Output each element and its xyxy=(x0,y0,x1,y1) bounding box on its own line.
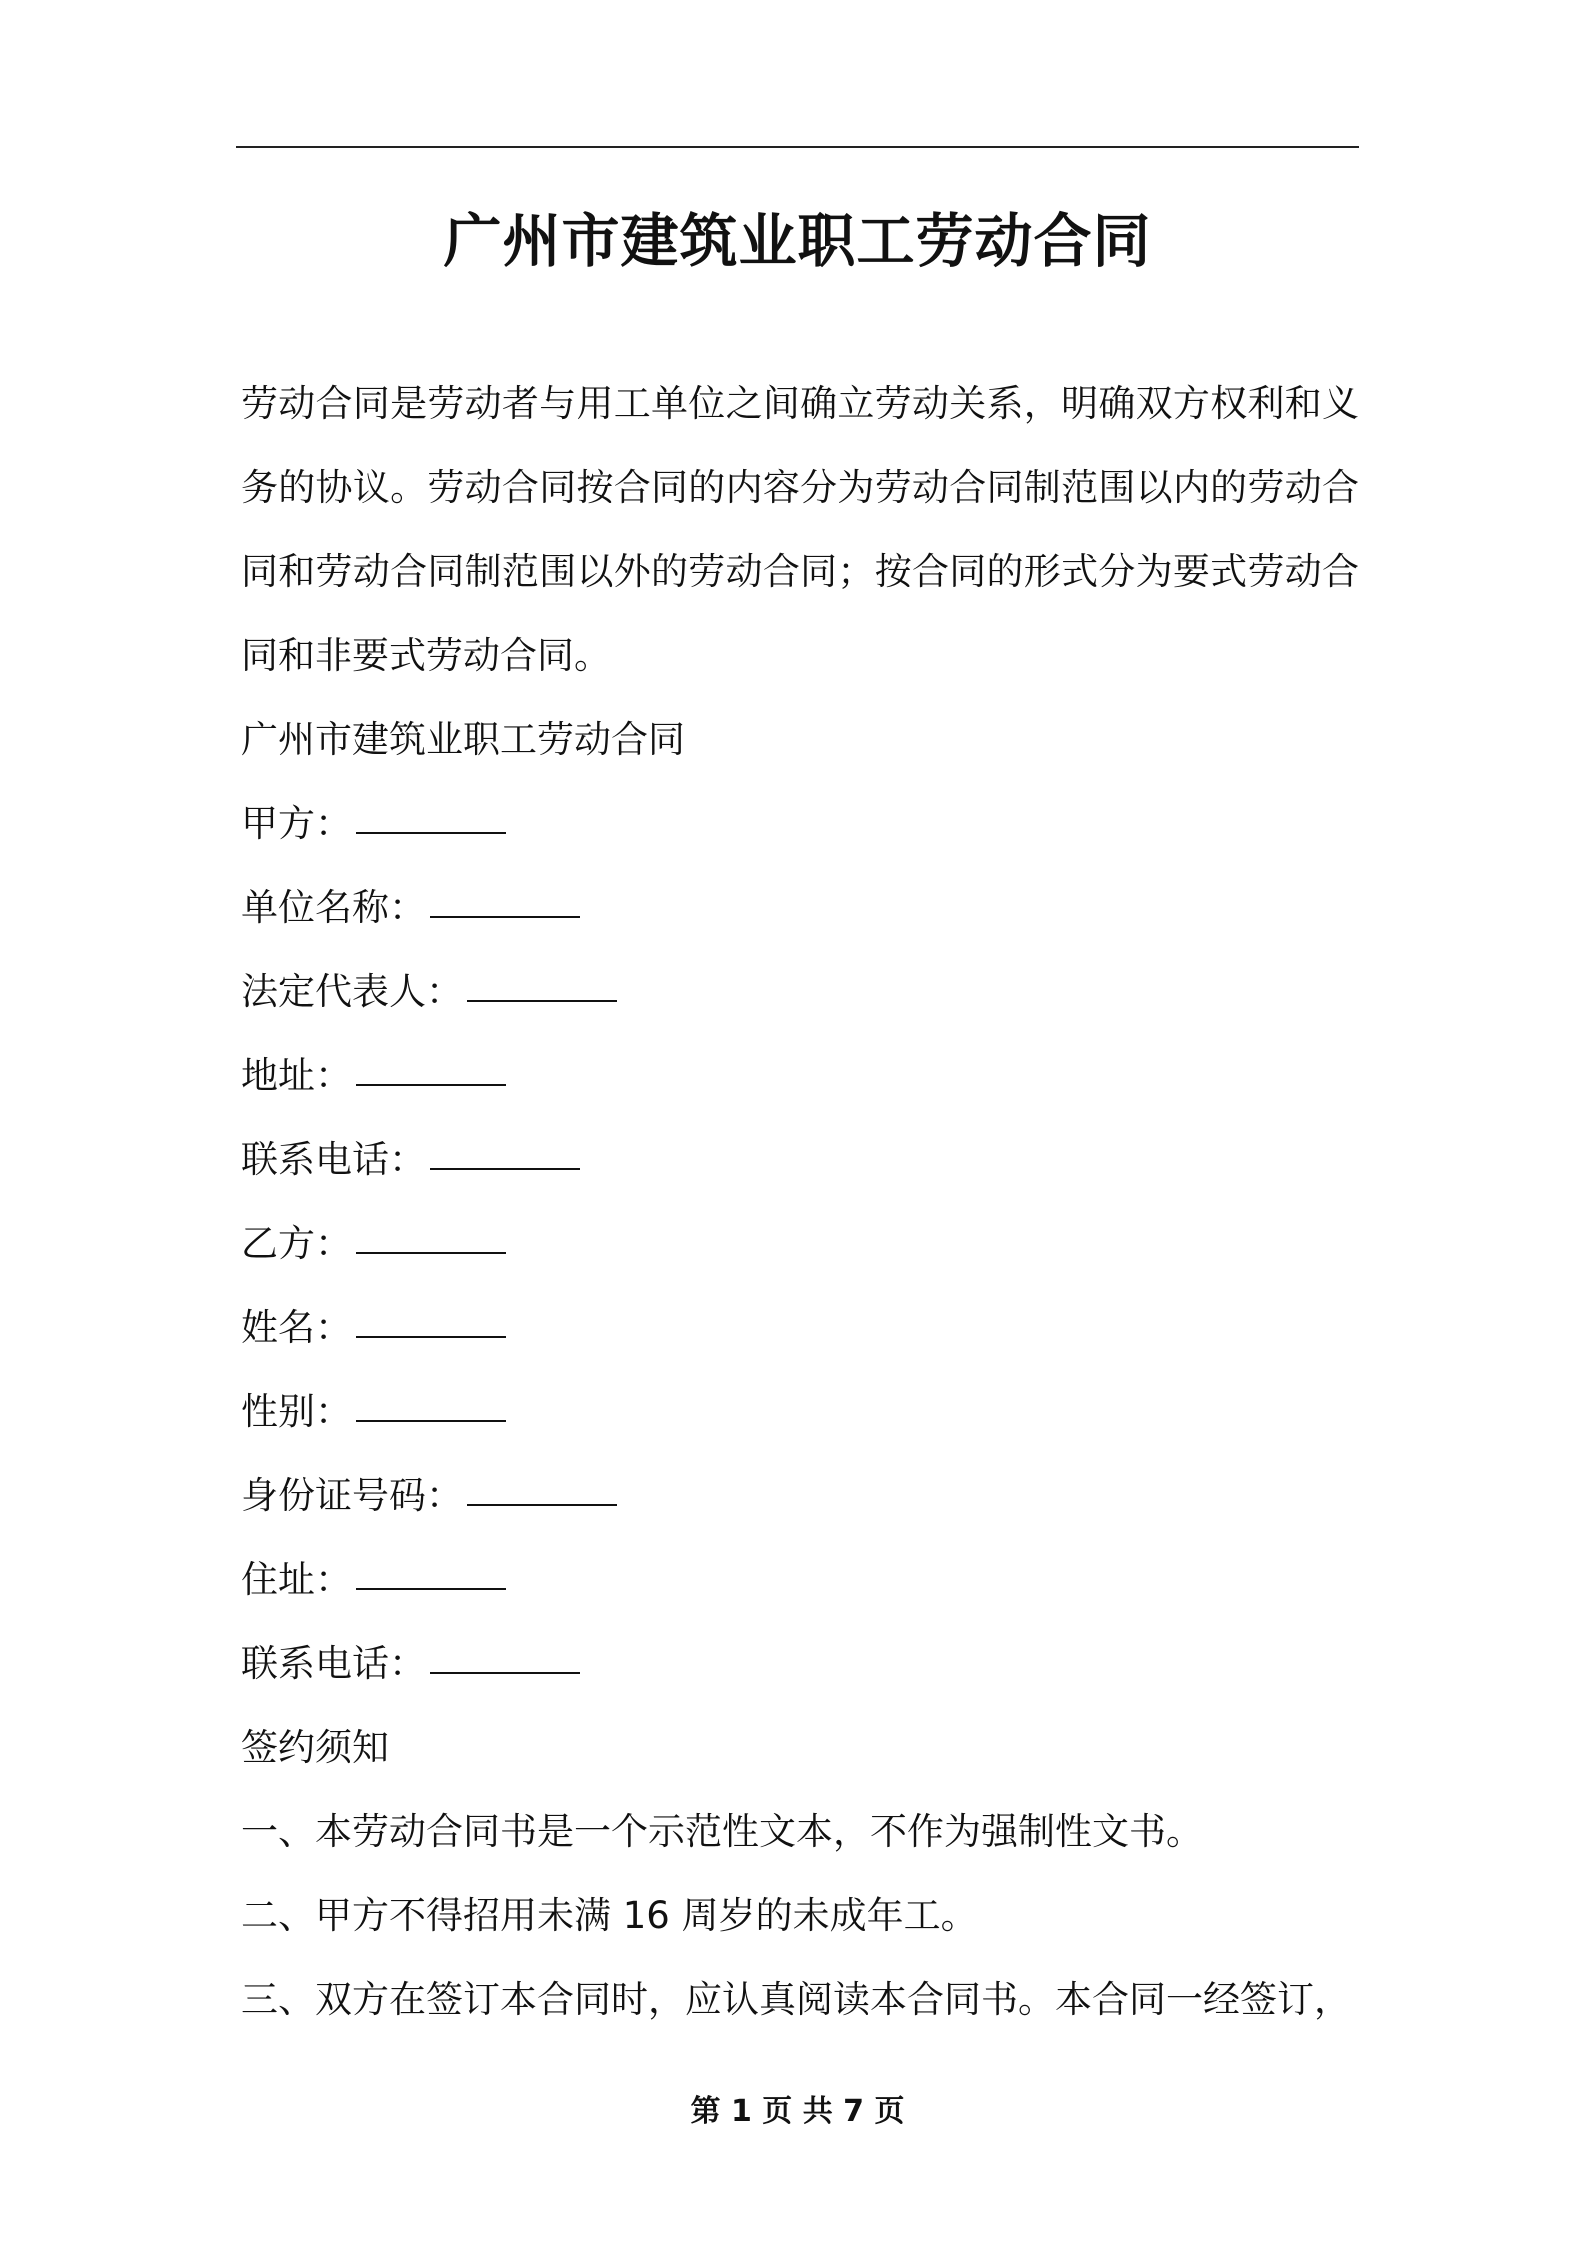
notice-item-3: 三、双方在签订本合同时，应认真阅读本合同书。本合同一经签订， xyxy=(241,1978,1351,2021)
company-phone-row xyxy=(241,1118,1359,1202)
company-phone-label: 联系电话： xyxy=(241,1138,426,1181)
company-address-row xyxy=(241,1034,1359,1118)
notice-heading: 签约须知 xyxy=(241,1726,389,1769)
legal-rep-row xyxy=(241,950,1359,1034)
gender-row xyxy=(241,1370,1359,1454)
party-a-label: 甲方： xyxy=(241,802,352,845)
company-name-row xyxy=(241,866,1359,950)
worker-phone-row xyxy=(241,1622,1359,1706)
company-address-blank[interactable] xyxy=(356,1034,506,1086)
party-b-blank[interactable] xyxy=(356,1202,506,1254)
party-a-row xyxy=(241,782,1359,866)
contract-subtitle: 广州市建筑业职工劳动合同 xyxy=(241,718,685,761)
document-body xyxy=(241,362,1359,2042)
gender-blank[interactable] xyxy=(356,1370,506,1422)
residence-row xyxy=(241,1538,1359,1622)
page-indicator: 第 1 页 共 7 页 xyxy=(690,2094,905,2129)
name-row xyxy=(241,1286,1359,1370)
intro-paragraph: 劳动合同是劳动者与用工单位之间确立劳动关系，明确双方权利和义务的协议。劳动合同按合同的内容分为劳动合同制范围以内的劳动合同和劳动合同制范围以外的劳动合同；按合同的形式分为要式劳动合同和非要式劳动合同。 xyxy=(241,382,1359,677)
id-number-row xyxy=(241,1454,1359,1538)
party-b-row xyxy=(241,1202,1359,1286)
party-b-label: 乙方： xyxy=(241,1222,352,1265)
company-phone-blank[interactable] xyxy=(430,1118,580,1170)
header-divider xyxy=(236,146,1359,148)
gender-label: 性别： xyxy=(241,1390,352,1433)
residence-label: 住址： xyxy=(241,1558,352,1601)
party-a-blank[interactable] xyxy=(356,782,506,834)
id-number-label: 身份证号码： xyxy=(241,1474,463,1517)
name-blank[interactable] xyxy=(356,1286,506,1338)
company-address-label: 地址： xyxy=(241,1054,352,1097)
legal-rep-blank[interactable] xyxy=(467,950,617,1002)
worker-phone-label: 联系电话： xyxy=(241,1642,426,1685)
name-label: 姓名： xyxy=(241,1306,352,1349)
company-name-blank[interactable] xyxy=(430,866,580,918)
company-name-label: 单位名称： xyxy=(241,886,426,929)
legal-rep-label: 法定代表人： xyxy=(241,970,463,1013)
worker-phone-blank[interactable] xyxy=(430,1622,580,1674)
id-number-blank[interactable] xyxy=(467,1454,617,1506)
notice-item-1: 一、本劳动合同书是一个示范性文本，不作为强制性文书。 xyxy=(241,1810,1203,1853)
page-title: 广州市建筑业职工劳动合同 xyxy=(443,207,1152,275)
notice-item-2: 二、甲方不得招用未满 16 周岁的未成年工。 xyxy=(241,1894,978,1937)
residence-blank[interactable] xyxy=(356,1538,506,1590)
